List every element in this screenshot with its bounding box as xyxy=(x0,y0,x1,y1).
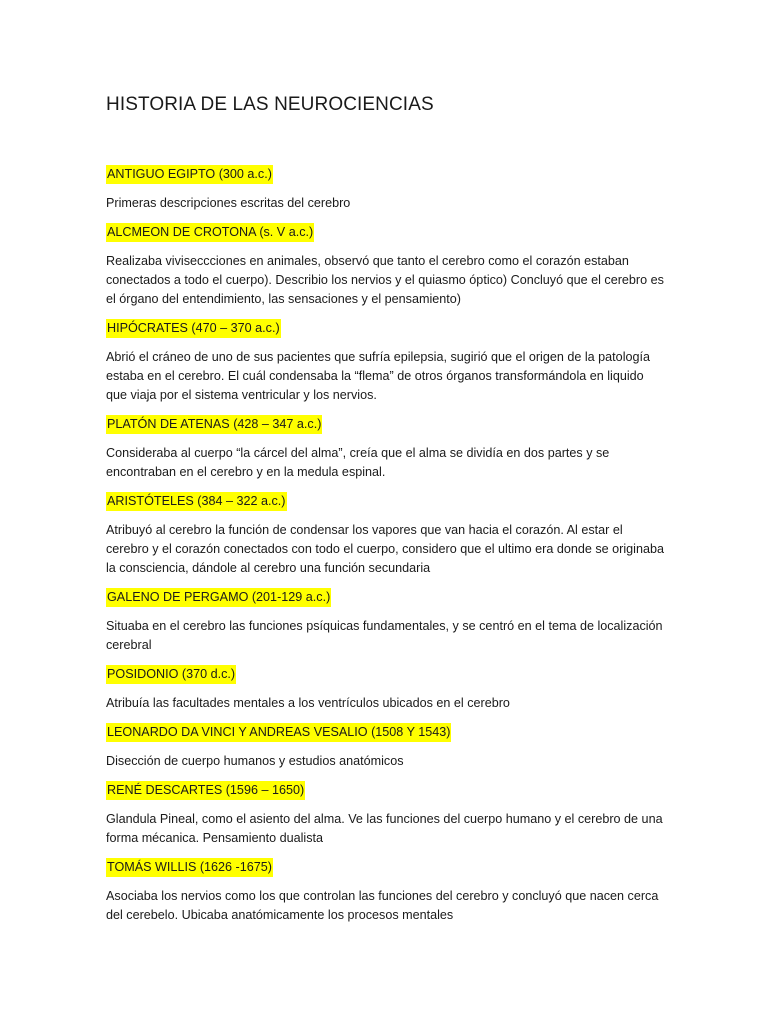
entry-text: Atribuyó al cerebro la función de condensar los vapores que van hacia el corazón. Al estar el cerebro y el corazón conectados con todo el cuerpo, considero que el ultimo era donde se originaba la consciencia, dándole al cerebro una función secundaria xyxy=(106,523,664,575)
entry-text: Realizaba viviseccciones en animales, observó que tanto el cerebro como el corazón estaban conectados a todo el cuerpo). Describio los nervios y el quiasmo óptico) Concluyó que el cerebro es el órgano del entendimiento, las sensaciones y el pensamiento) xyxy=(106,254,664,306)
entry-heading: ANTIGUO EGIPTO (300 a.c.) xyxy=(106,165,273,184)
entry-text: Primeras descripciones escritas del cerebro xyxy=(106,196,351,210)
entry-text: Abrió el cráneo de uno de sus pacientes que sufría epilepsia, sugirió que el origen de la patología estaba en el cerebro. El cuál condensaba la “flema” de otros órganos transformándola en liquido que viaja por el sistema ventricular y los nervios. xyxy=(106,350,650,402)
entry-willis xyxy=(106,858,666,925)
entry-posidonio xyxy=(106,665,666,713)
entry-text: Asociaba los nervios como los que controlan las funciones del cerebro y concluyó que nacen cerca del cerebelo. Ubicaba anatómicamente los procesos mentales xyxy=(106,889,659,922)
entry-heading: LEONARDO DA VINCI Y ANDREAS VESALIO (1508 Y 1543) xyxy=(106,723,451,742)
entry-text: Glandula Pineal, como el asiento del alma. Ve las funciones del cuerpo humano y el cerebro de una forma mécanica. Pensamiento dualista xyxy=(106,812,663,845)
entry-heading: RENÉ DESCARTES (1596 – 1650) xyxy=(106,781,305,800)
entry-alcmeon xyxy=(106,223,666,309)
entry-text: Situaba en el cerebro las funciones psíquicas fundamentales, y se centró en el tema de localización cerebral xyxy=(106,619,663,652)
entry-heading: HIPÓCRATES (470 – 370 a.c.) xyxy=(106,319,281,338)
entries-list xyxy=(106,165,666,935)
entry-heading: ARISTÓTELES (384 – 322 a.c.) xyxy=(106,492,287,511)
entry-heading: PLATÓN DE ATENAS (428 – 347 a.c.) xyxy=(106,415,322,434)
entry-text: Disección de cuerpo humanos y estudios anatómicos xyxy=(106,754,404,768)
entry-heading: ALCMEON DE CROTONA (s. V a.c.) xyxy=(106,223,314,242)
entry-galeno xyxy=(106,588,666,655)
entry-aristoteles xyxy=(106,492,666,578)
entry-heading: POSIDONIO (370 d.c.) xyxy=(106,665,236,684)
entry-hipocrates xyxy=(106,319,666,405)
entry-text: Atribuía las facultades mentales a los ventrículos ubicados en el cerebro xyxy=(106,696,510,710)
entry-descartes xyxy=(106,781,666,848)
entry-text: Consideraba al cuerpo “la cárcel del alma”, creía que el alma se dividía en dos partes y se encontraban en el cerebro y en la medula espinal. xyxy=(106,446,610,479)
entry-heading: TOMÁS WILLIS (1626 -1675) xyxy=(106,858,273,877)
entry-heading: GALENO DE PERGAMO (201-129 a.c.) xyxy=(106,588,331,607)
entry-platon xyxy=(106,415,666,482)
entry-antiguo-egipto xyxy=(106,165,666,213)
entry-leonardo-vesalio xyxy=(106,723,666,771)
document-title: HISTORIA DE LAS NEUROCIENCIAS xyxy=(106,94,434,115)
